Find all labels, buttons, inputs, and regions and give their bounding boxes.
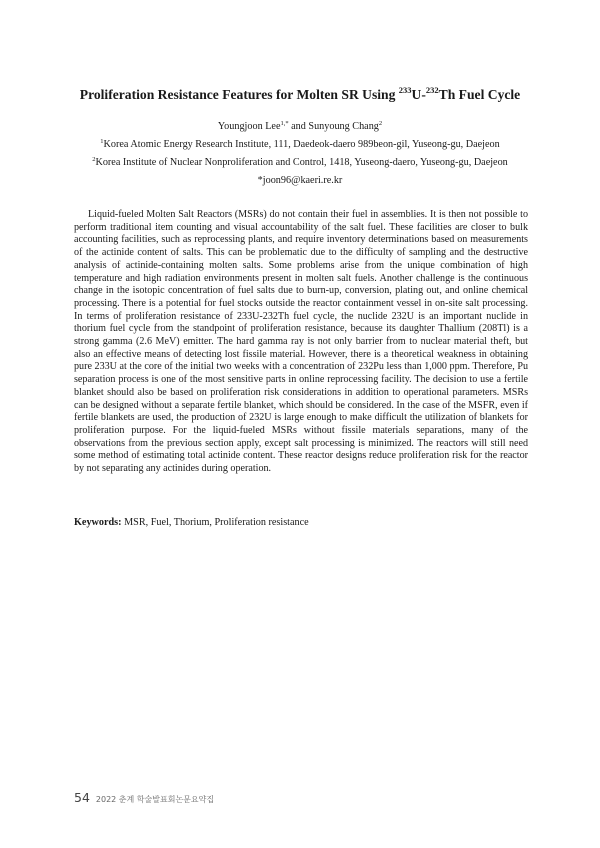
paper-title: Proliferation Resistance Features for Molten SR Using $^{233}$U-$^{232}$Th Fuel Cycle — [79, 85, 521, 102]
keywords-label: Keywords: — [74, 517, 122, 528]
page-number: 54 — [74, 790, 90, 805]
keywords-text: MSR, Fuel, Thorium, Proliferation resistance — [121, 517, 309, 528]
abstract-paragraph: Liquid-fueled Molten Salt Reactors (MSRs) do not contain their fuel in assemblies. It is then not possible to perform traditional item counting and visual accountability of the salt fuel. These facilities are closer to bulk accounting facilities, such as reprocessing plants, and require inventory determinations based on measurements of the actinide content of salts. This can be problematic due to the difficulty of sampling and the destructive analysis of actinide-containing molten salts. Some problems arise from the unique combination of high temperature and high radiation environments present in molten salt fuels. Another challenge is the continuous change in the isotopic concentration of fuel salts due to burn-up, conversion, plating out, and online chemical processing. There is a potential for fuel stocks outside the reactor containment vessel in on-site salt processing. In terms of proliferation resistance of 233U-232Th fuel cycle, the nuclide 232U is an important nuclide in thorium fuel cycle from the standpoint of proliferation resistance, because its daughter Thallium (208Tl) is a strong gamma (2.6 MeV) emitter. The hard gamma ray is not only barrier from to nuclear material theft, but also an effective means of detecting lost fissile material. However, there is a theoretical weakness in obtaining pure 233U at the core of the initial two weeks with a concentration of 232Pu less than 1,000 ppm. Therefore, Pu separation process is one of the most sensitive parts in online reprocessing facility. The decision to use a fertile blanket should also be based on proliferation risk considerations in addition to operational parameters. MSRs can be designed without a separate fertile blanket, which should be considered. In the case of the MSFR, even if fertile blankets are used, the production of 232U is large enough to make difficult the utilization of blankets for proliferation purpose. For the liquid-fueled MSRs without fissile materials separations, many of the observations from the previous section apply, except salt processing is minimized. The reactors will still need some method of estimating total actinide content. These reactor designs reduce proliferation risk for the reactor by not separating any actinides during operation. — [74, 209, 528, 475]
affiliation-1: $^1$Korea Atomic Energy Research Institute, 111, Daedeok-daero 989beon-gil, Yuseong-gu, Daejeon — [100, 138, 500, 150]
page-footer — [74, 790, 214, 805]
author-affiliation-mark: 1,* — [280, 120, 289, 127]
title-superscript: 232 — [425, 85, 439, 95]
author-line: Youngjoon Lee$^{1,*}$ and Sunyoung Chang$^2$ — [217, 120, 383, 132]
author-affiliation-mark: 2 — [378, 120, 383, 127]
author-name: Sunyoung Chang — [308, 121, 379, 132]
footer-text: 2022 춘계 학술발표회논문요약집 — [95, 795, 215, 804]
author-name: Youngjoon Lee — [217, 121, 281, 132]
corresponding-email: *joon96@kaeri.re.kr — [257, 175, 343, 186]
keywords-line — [74, 516, 528, 529]
affiliation-2: $^2$Korea Institute of Nuclear Nonproliferation and Control, 1418, Yuseong-daero, Yuseong-gu, Daejeon — [92, 156, 508, 168]
title-superscript: 233 — [398, 85, 412, 95]
